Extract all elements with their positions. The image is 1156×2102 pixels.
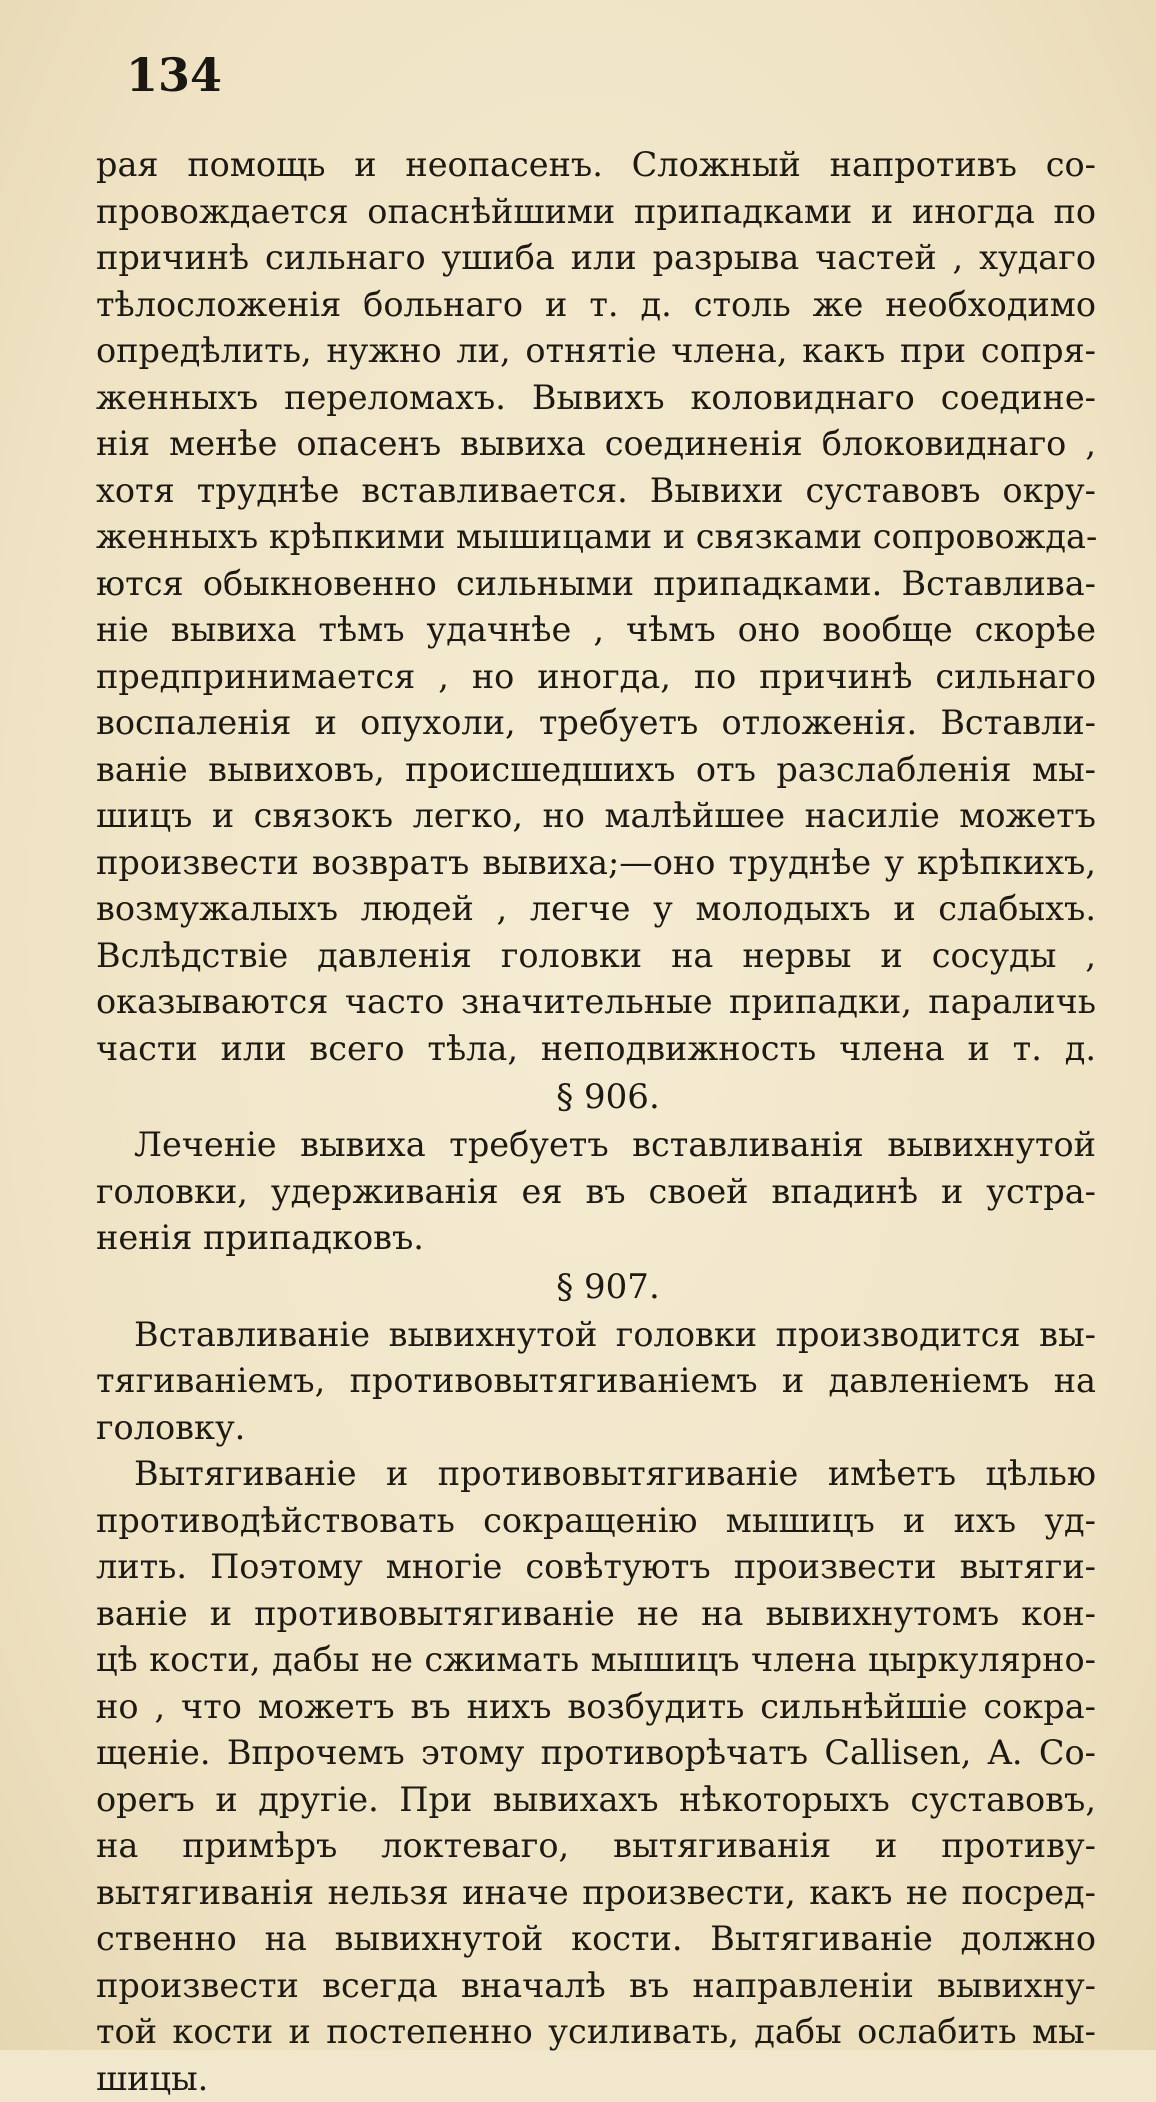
text-line: ются обыкновенно сильными припадками. Вставлива- bbox=[96, 561, 1096, 608]
text-line: тѣлосложенія больнаго и т. д. столь же необходимо bbox=[96, 282, 1096, 329]
section-906-paragraph bbox=[96, 1122, 1096, 1262]
text-line: произвести всегда вначалѣ въ направленіи вывихну- bbox=[96, 1963, 1096, 2010]
text-line: части или всего тѣла, неподвижность члена и т. д. bbox=[96, 1026, 1096, 1073]
text-line: возмужалыхъ людей , легче у молодыхъ и слабыхъ. bbox=[96, 886, 1096, 933]
text-line: произвести возвратъ вывиха;—оно труднѣе у крѣпкихъ, bbox=[96, 840, 1096, 887]
text-line: воспаленія и опухоли, требуетъ отложенія. Вставли- bbox=[96, 700, 1096, 747]
section-heading-907: § 907. bbox=[120, 1262, 1096, 1312]
text-line: нія менѣе опасенъ вывиха соединенія блоковиднаго , bbox=[96, 421, 1096, 468]
text-line: шицы. bbox=[96, 2056, 1096, 2102]
text-line: ніе вывиха тѣмъ удачнѣе , чѣмъ оно вообще скорѣе bbox=[96, 607, 1096, 654]
text-line: Вставливаніе вывихнутой головки производится вы- bbox=[96, 1312, 1096, 1359]
text-line: головку. bbox=[96, 1405, 1096, 1452]
text-line: той кости и постепенно усиливать, дабы ослабить мы- bbox=[96, 2009, 1096, 2056]
text-line: Вытягиваніе и противовытягиваніе имѣетъ цѣлью bbox=[96, 1451, 1096, 1498]
text-line: противодѣйствовать сокращенію мышицъ и ихъ уд- bbox=[96, 1498, 1096, 1545]
section-907-paragraph-1 bbox=[96, 1312, 1096, 1452]
text-line: на примѣръ локтеваго, вытягиванія и противу- bbox=[96, 1823, 1096, 1870]
text-line: рая помощь и неопасенъ. Сложный напротивъ со- bbox=[96, 142, 1096, 189]
text-line: причинѣ сильнаго ушиба или разрыва частей , худаго bbox=[96, 235, 1096, 282]
text-line: Вслѣдствіе давленія головки на нервы и сосуды , bbox=[96, 933, 1096, 980]
text-line: головки, удерживанія ея въ своей впадинѣ и устра- bbox=[96, 1169, 1096, 1216]
text-line: провождается опаснѣйшими припадками и иногда по bbox=[96, 189, 1096, 236]
page-text bbox=[96, 142, 1096, 2102]
text-line: лить. Поэтому многіе совѣтуютъ произвести вытяги- bbox=[96, 1544, 1096, 1591]
text-line: ственно на вывихнутой кости. Вытягиваніе должно bbox=[96, 1916, 1096, 1963]
text-line: опредѣлить, нужно ли, отнятіе члена, какъ при сопря- bbox=[96, 328, 1096, 375]
text-line: шицъ и связокъ легко, но малѣйшее насиліе можетъ bbox=[96, 793, 1096, 840]
text-line: ваніе вывиховъ, происшедшихъ отъ разслабленія мы- bbox=[96, 747, 1096, 794]
text-line: вытягиванія нельзя иначе произвести, какъ не посред- bbox=[96, 1870, 1096, 1917]
text-line: Леченіе вывиха требуетъ вставливанія вывихнутой bbox=[96, 1122, 1096, 1169]
page-number: 134 bbox=[126, 52, 222, 98]
text-line: щеніе. Впрочемъ этому противорѣчатъ Callisen, A. Co- bbox=[96, 1730, 1096, 1777]
section-907-paragraph-2 bbox=[96, 1451, 1096, 2102]
text-line: ненія припадковъ. bbox=[96, 1215, 1096, 1262]
text-line: тягиваніемъ, противовытягиваніемъ и давленіемъ на bbox=[96, 1358, 1096, 1405]
text-line: цѣ кости, дабы не сжимать мышицъ члена цыркулярно- bbox=[96, 1637, 1096, 1684]
intro-paragraph bbox=[96, 142, 1096, 1072]
text-line: operъ и другіе. При вывихахъ нѣкоторыхъ суставовъ, bbox=[96, 1777, 1096, 1824]
text-line: предпринимается , но иногда, по причинѣ сильнаго bbox=[96, 654, 1096, 701]
text-line: женныхъ переломахъ. Вывихъ коловиднаго соедине- bbox=[96, 375, 1096, 422]
text-line: оказываются часто значительные припадки, параличь bbox=[96, 979, 1096, 1026]
text-line: ваніе и противовытягиваніе не на вывихнутомъ кон- bbox=[96, 1591, 1096, 1638]
section-heading-906: § 906. bbox=[120, 1072, 1096, 1122]
text-line: но , что можетъ въ нихъ возбудить сильнѣйшіе сокра- bbox=[96, 1684, 1096, 1731]
text-line: хотя труднѣе вставливается. Вывихи суставовъ окру- bbox=[96, 468, 1096, 515]
text-line: женныхъ крѣпкими мышицами и связками сопровожда- bbox=[96, 514, 1096, 561]
